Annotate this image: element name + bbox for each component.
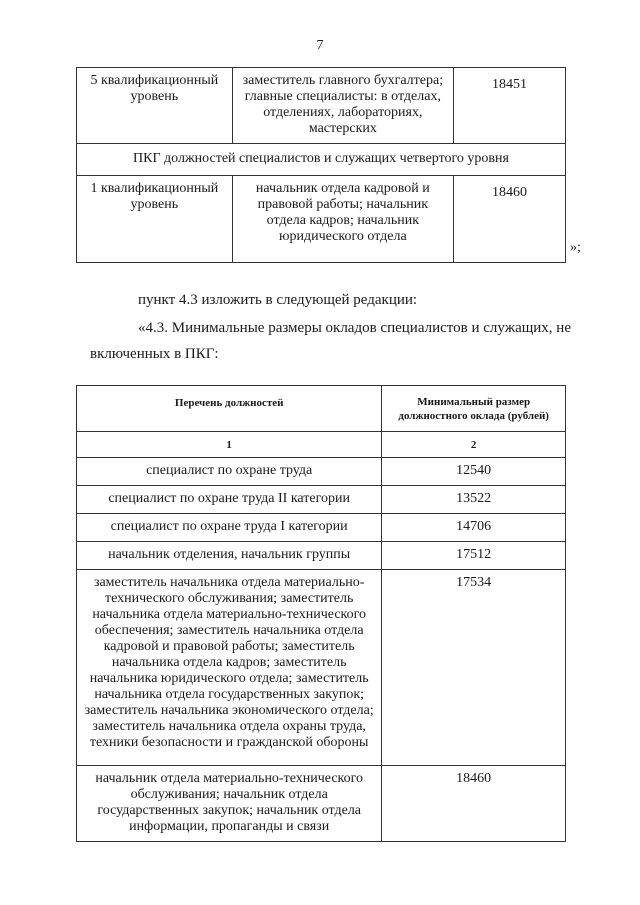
salary-cell: 14706 <box>382 514 566 542</box>
section-heading-line2: включенных в ПКГ: <box>90 346 219 362</box>
position-cell: специалист по охране труда II категории <box>77 486 382 514</box>
salary-cell: 18451 <box>454 68 566 144</box>
table-row <box>77 68 566 144</box>
group-header-cell: ПКГ должностей специалистов и служащих четвертого уровня <box>77 144 566 176</box>
amendment-paragraph: пункт 4.3 изложить в следующей редакции: <box>138 292 418 308</box>
header-minimum-salary: Минимальный размер должностного оклада (рублей) <box>382 386 566 432</box>
table-row <box>77 542 566 570</box>
position-cell: начальник отдела материально-технического обслуживания; начальник отдела государственных закупок; начальник отдела информации, пропаганды и связи <box>77 766 382 842</box>
table-header-row <box>77 386 566 432</box>
closing-quote-mark: »; <box>570 240 581 255</box>
table-column-number-row <box>77 432 566 458</box>
position-cell: специалист по охране труда <box>77 458 382 486</box>
table-row <box>77 458 566 486</box>
position-cell: специалист по охране труда I категории <box>77 514 382 542</box>
table-row <box>77 570 566 766</box>
page-number: 7 <box>316 38 324 53</box>
position-cell: начальник отделения, начальник группы <box>77 542 382 570</box>
salary-cell: 12540 <box>382 458 566 486</box>
table-row <box>77 514 566 542</box>
column-number-1: 1 <box>77 432 382 458</box>
qualification-level-cell: 1 квалификационный уровень <box>77 176 233 263</box>
column-number-2: 2 <box>382 432 566 458</box>
salary-cell: 13522 <box>382 486 566 514</box>
salary-cell: 18460 <box>382 766 566 842</box>
position-cell: заместитель начальника отдела материально-технического обслуживания; заместитель начальника отдела материально-технического обеспечения; заместитель начальника отдела кадровой и правовой работы; заместитель начальника отдела кадров; заместитель начальника юридического отдела; заместитель начальника отдела государственных закупок; заместитель начальника экономического отдела; заместитель начальника отдела охраны труда, техники безопасности и гражданской обороны <box>77 570 382 766</box>
salary-table-continued <box>76 67 566 263</box>
table-group-row <box>77 144 566 176</box>
header-positions-list: Перечень должностей <box>77 386 382 432</box>
salary-cell: 17534 <box>382 570 566 766</box>
salary-cell: 17512 <box>382 542 566 570</box>
section-heading-line1: «4.3. Минимальные размеры окладов специалистов и служащих, не <box>138 320 571 336</box>
positions-cell: заместитель главного бухгалтера; главные специалисты: в отделах, отделениях, лабораториях, мастерских <box>232 68 453 144</box>
salary-cell: 18460 <box>454 176 566 263</box>
qualification-level-cell: 5 квалификационный уровень <box>77 68 233 144</box>
table-row <box>77 176 566 263</box>
positions-cell: начальник отдела кадровой и правовой работы; начальник отдела кадров; начальник юридического отдела <box>232 176 453 263</box>
table-row <box>77 486 566 514</box>
table-row <box>77 766 566 842</box>
minimum-salary-table <box>76 385 566 842</box>
